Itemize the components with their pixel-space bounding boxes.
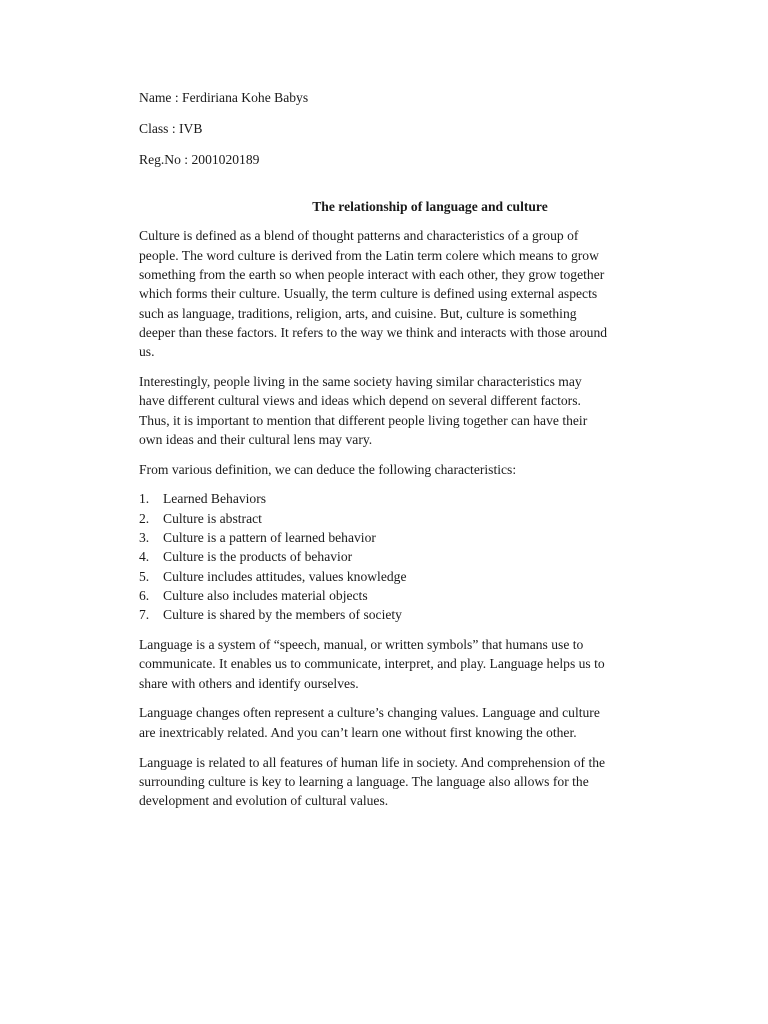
list-item	[139, 567, 679, 586]
list-item-text: Culture is the products of behavior	[163, 549, 353, 565]
list-number: 2.	[139, 510, 150, 526]
list-item	[139, 509, 679, 528]
list-item-text: Culture is a pattern of learned behavior	[163, 530, 376, 546]
text-line: deeper than these factors. It refers to the way we think and interacts with those around	[139, 324, 608, 340]
list-number: 3.	[139, 530, 150, 546]
text-line: surrounding culture is key to learning a language. The language also allows for the	[139, 773, 589, 789]
document-page	[139, 88, 679, 821]
list-number: 4.	[139, 549, 150, 565]
list-item	[139, 586, 679, 605]
list-item	[139, 605, 679, 624]
student-name: Name : Ferdiriana Kohe Babys	[139, 90, 309, 105]
text-line: Interestingly, people living in the same society having similar characteristics may	[139, 373, 582, 389]
list-item-text: Learned Behaviors	[163, 491, 267, 507]
paragraph-culture-definition	[139, 226, 679, 361]
list-item-text: Culture also includes material objects	[163, 587, 368, 603]
document-title: The relationship of language and culture	[312, 199, 548, 215]
text-line: have different cultural views and ideas which depend on several different factors.	[139, 393, 581, 409]
list-item	[139, 489, 679, 508]
list-number: 6.	[139, 587, 150, 603]
paragraph-list-intro	[139, 460, 679, 479]
text-line: Language is related to all features of human life in society. And comprehension of the	[139, 754, 606, 770]
registration-number: Reg.No : 2001020189	[139, 151, 260, 167]
list-item	[139, 547, 679, 566]
text-line: us.	[139, 344, 155, 360]
text-line: Language is a system of “speech, manual, or written symbols” that humans use to	[139, 637, 584, 653]
list-item	[139, 528, 679, 547]
list-item-text: Culture is shared by the members of society	[163, 607, 402, 623]
list-number: 5.	[139, 568, 150, 584]
student-class: Class : IVB	[139, 120, 203, 136]
list-item-text: Culture is abstract	[163, 510, 262, 526]
text-line: Language changes often represent a culture’s changing values. Language and culture	[139, 705, 600, 721]
text-line: which forms their culture. Usually, the term culture is defined using external aspects	[139, 286, 598, 302]
paragraph-language-changes	[139, 703, 679, 742]
paragraph-cultural-views	[139, 372, 679, 449]
list-number: 1.	[139, 491, 150, 507]
paragraph-language-definition	[139, 635, 679, 693]
list-number: 7.	[139, 607, 150, 623]
list-item-text: Culture includes attitudes, values knowledge	[163, 568, 407, 584]
text-line: own ideas and their cultural lens may vary.	[139, 431, 373, 447]
text-line: people. The word culture is derived from the Latin term colere which means to grow	[139, 247, 599, 263]
text-line: From various definition, we can deduce the following characteristics:	[139, 461, 517, 477]
text-line: Culture is defined as a blend of thought patterns and characteristics of a group of	[139, 228, 579, 244]
text-line: such as language, traditions, religion, arts, and cuisine. But, culture is something	[139, 305, 577, 321]
text-line: communicate. It enables us to communicate, interpret, and play. Language helps us to	[139, 656, 605, 672]
text-line: Thus, it is important to mention that different people living together can have their	[139, 412, 588, 428]
text-line: development and evolution of cultural values.	[139, 793, 389, 809]
text-line: something from the earth so when people interact with each other, they grow together	[139, 266, 605, 282]
paragraph-language-society	[139, 753, 679, 811]
text-line: share with others and identify ourselves.	[139, 675, 359, 691]
characteristics-list	[139, 489, 679, 624]
text-line: are inextricably related. And you can’t learn one without first knowing the other.	[139, 724, 577, 740]
